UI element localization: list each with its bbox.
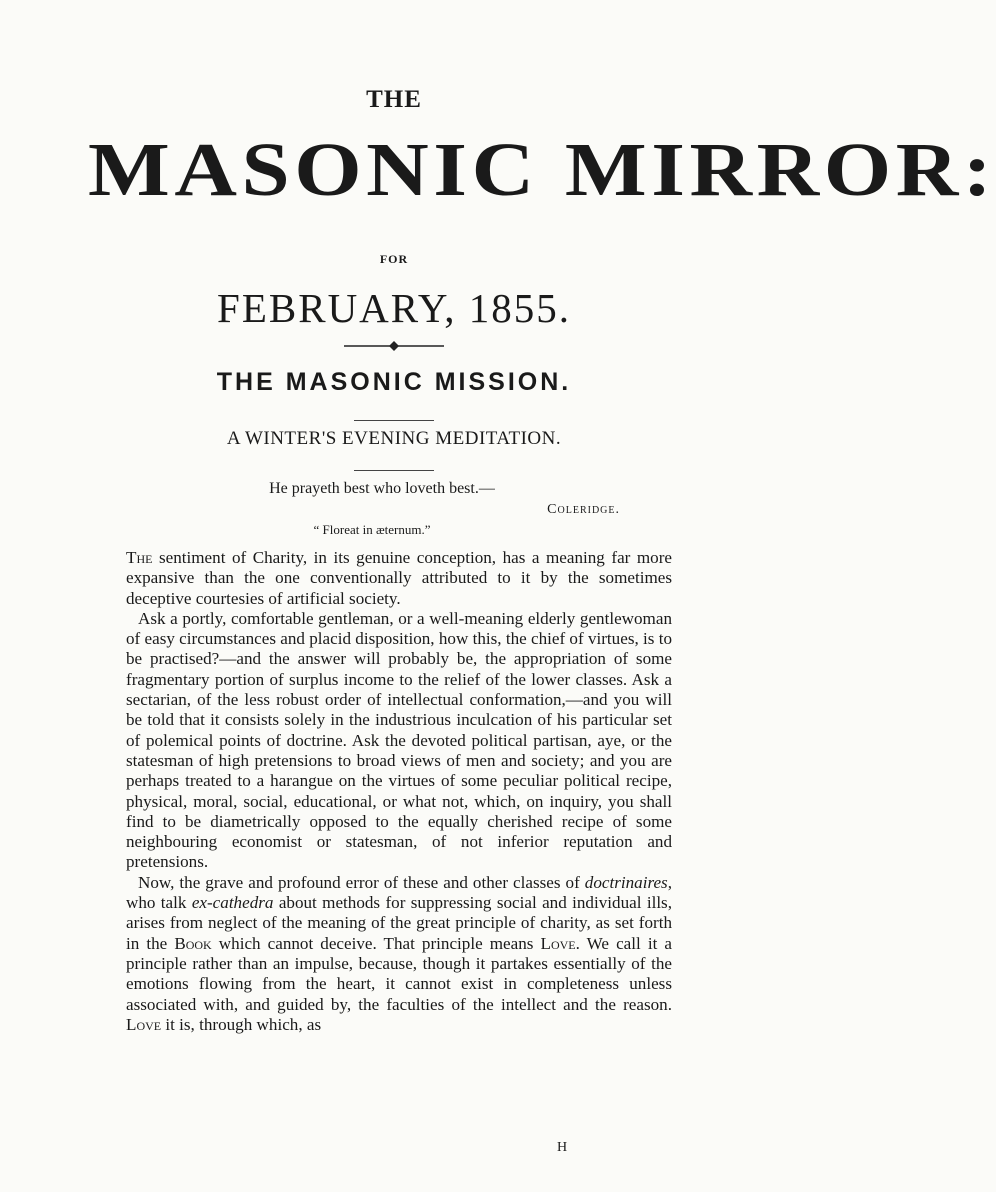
- divider-rule: [354, 470, 434, 471]
- epigraph-attribution: Coleridge.: [547, 502, 620, 517]
- paragraph-lead: The: [126, 548, 153, 567]
- issue-date: FEBRUARY, 1855.: [217, 285, 571, 331]
- paragraph: The sentiment of Charity, in its genuine conception, has a meaning far more expansive than the one conventionally attributed to it by the sometimes deceptive courtesies of artificial society.: [126, 548, 672, 608]
- masthead-for: FOR: [379, 252, 409, 266]
- masthead-title: MASONIC MIRROR:: [88, 128, 996, 212]
- paragraph: Ask a portly, comfortable gentleman, or a well-meaning elderly gentlewoman of easy circumstances and placid disposition, how this, the chief of virtues, is to be practised?—and the answer will probably be, the appropriation of some fragmentary portion of surplus income to the relief of the lower classes. Ask a sectarian, of the less robust order of intellectual conformation,—and you will be told that it consists solely in the industrious inculcation of his particular set of polemical points of doctrine. Ask the devoted political partisan, aye, or the statesman of high pretensions to broad views of men and society; and you are perhaps treated to a harangue on the virtues of some peculiar political recipe, physical, moral, social, educational, or what not, which, on inquiry, you shall find to be diametrically opposed to the equally cherished recipe of some neighbouring economist or statesman, of not inferior reputation and pretensions.: [126, 608, 672, 872]
- divider-rule: [354, 420, 434, 421]
- article-heading: THE MASONIC MISSION.: [216, 368, 572, 396]
- signature-mark: H: [557, 1140, 568, 1155]
- latin-motto: “ Floreat in æternum.”: [313, 522, 431, 537]
- article-body: [126, 548, 672, 1035]
- epigraph: He prayeth best who loveth best.—: [269, 480, 495, 497]
- ornament-divider-icon: [342, 340, 446, 352]
- masthead-the: THE: [366, 86, 422, 113]
- paragraph: Now, the grave and profound error of these and other classes of doctrinaires, who talk ex-cathedra about methods for suppressing social and individual ills, arises from neglect of the meaning of the great principle of charity, as set forth in the Book which cannot deceive. That principle means Love. We call it a principle rather than an impulse, because, though it partakes essentially of the emotions flowing from the heart, it cannot exist in completeness unless associated with, and guided by, the faculties of the intellect and the reason. Love it is, through which, as: [126, 872, 672, 1034]
- article-subtitle: A WINTER'S EVENING MEDITATION.: [226, 428, 562, 449]
